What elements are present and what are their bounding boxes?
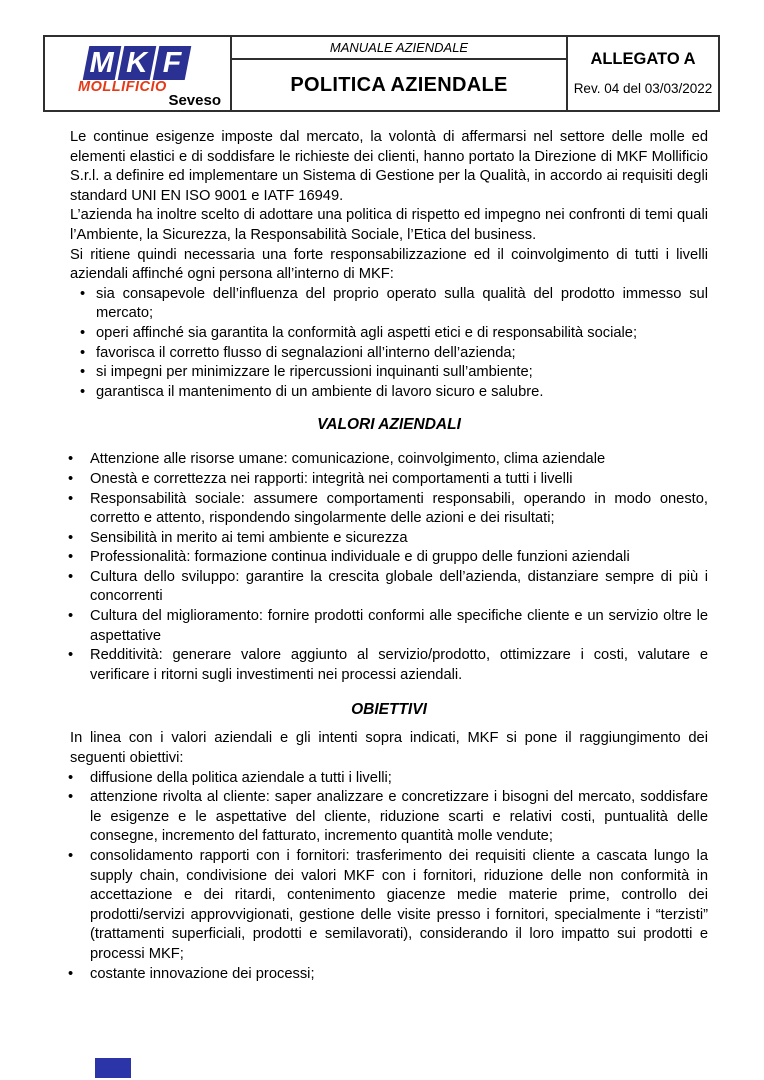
manual-type-label: MANUALE AZIENDALE [232, 37, 566, 60]
mkf-logo [83, 46, 192, 80]
document-body [70, 128, 708, 984]
logo-cell [45, 37, 232, 110]
logo-city: Seveso [168, 92, 221, 109]
list-item: • si impegni per minimizzare le ripercussioni inquinanti sull’ambiente; [70, 363, 708, 383]
valori-list [70, 450, 708, 685]
list-item: • Attenzione alle risorse umane: comunicazione, coinvolgimento, clima aziendale [70, 450, 708, 470]
intro-paragraph-1: Le continue esigenze imposte dal mercato, la volontà di affermarsi nel settore delle molle ed elementi elastici e di soddisfare le richieste dei clienti, hanno portato la Direzione di MKF Mollificio S.r.l. a definire ed implementare un Sistema di Gestione per la Qualità, in accordo ai requisiti degli standard UNI EN ISO 9001 e IATF 16949. [70, 129, 708, 204]
obiettivi-intro: In linea con i valori aziendali e gli intenti sopra indicati, MKF si pone il raggiungimento dei seguenti obiettivi: [70, 730, 708, 767]
section-title-valori: VALORI AZIENDALI [317, 416, 461, 434]
page-corner-logo-fragment [95, 1058, 131, 1078]
revision-cell [566, 37, 718, 110]
logo-letter-k: K [118, 46, 157, 80]
attachment-label: ALLEGATO A [590, 50, 696, 68]
list-item: • sia consapevole dell’influenza del proprio operato sulla qualità del prodotto immesso sul mercato; [70, 285, 708, 324]
obiettivi-list [70, 769, 708, 985]
responsibility-list [70, 285, 708, 403]
list-item: • Responsabilità sociale: assumere comportamenti responsabili, operando in modo onesto, corretto e attento, rispondendo singolarmente delle azioni e dei risultati; [70, 490, 708, 529]
logo-letter-m: M [83, 46, 122, 80]
responsibility-intro: Si ritiene quindi necessaria una forte responsabilizzazione ed il coinvolgimento di tutti i livelli aziendali affinché ogni persona all’interno di MKF: [70, 246, 708, 283]
list-item: • consolidamento rapporti con i fornitori: trasferimento dei requisiti cliente a cascata lungo la supply chain, condivisione dei valori MKF con i fornitori, riduzione delle non conformità in accettazione e dei ritardi, contenimento giacenze medie materie prime, controllo dei prodotti/servizi approvvigionati, gestione delle visite presso i fornitori, specialmente i “terzisti” (trattamenti superficiali, prodotti e semilavorati), considerando il loro impatto sui prodotti e processi MKF; [70, 847, 708, 965]
logo-subtitle: MOLLIFICIO [78, 79, 167, 95]
list-item: • diffusione della politica aziendale a tutti i livelli; [70, 769, 708, 789]
list-item: • attenzione rivolta al cliente: saper analizzare e concretizzare i bisogni del mercato, soddisfare le esigenze e le aspettative del cliente, riduzione scarti e relativi costi, puntualità delle consegne, incremento del fatturato, incremento quantità molle vendute; [70, 788, 708, 847]
document-header-table [43, 35, 720, 112]
list-item: • Onestà e correttezza nei rapporti: integrità nei comportamenti a tutti i livelli [70, 470, 708, 490]
list-item: • Sensibilità in merito ai temi ambiente e sicurezza [70, 529, 708, 549]
list-item: • Cultura del miglioramento: fornire prodotti conformi alle specifiche cliente e un servizio oltre le aspettative [70, 607, 708, 646]
list-item: • Professionalità: formazione continua individuale e di gruppo delle funzioni aziendali [70, 548, 708, 568]
list-item: • operi affinché sia garantita la conformità agli aspetti etici e di responsabilità sociale; [70, 324, 708, 344]
revision-label: Rev. 04 del 03/03/2022 [573, 81, 713, 96]
document-title: POLITICA AZIENDALE [290, 73, 508, 96]
list-item: • favorisca il corretto flusso di segnalazioni all’interno dell’azienda; [70, 344, 708, 364]
list-item: • garantisca il mantenimento di un ambiente di lavoro sicuro e salubre. [70, 383, 708, 403]
intro-paragraph-2: L’azienda ha inoltre scelto di adottare una politica di rispetto ed impegno nei confronti di temi quali l’Ambiente, la Sicurezza, la Responsabilità Sociale, l’Etica del business. [70, 207, 708, 243]
list-item: • costante innovazione dei processi; [70, 965, 708, 985]
section-title-obiettivi: OBIETTIVI [351, 701, 427, 719]
list-item: • Redditività: generare valore aggiunto al servizio/prodotto, ottimizzare i costi, valutare e verificare i ritorni sugli investimenti nei processi aziendali. [70, 646, 708, 685]
logo-letter-f: F [153, 46, 192, 80]
list-item: • Cultura dello sviluppo: garantire la crescita globale dell’azienda, distanziare sempre di più i concorrenti [70, 568, 708, 607]
